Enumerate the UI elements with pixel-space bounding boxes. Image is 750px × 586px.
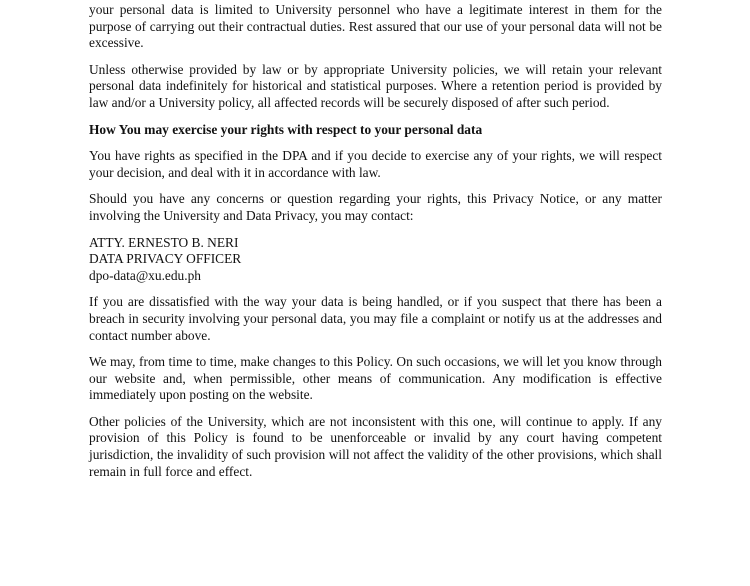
paragraph-data-access: your personal data is limited to University personnel who have a legitimate interest in them for the purpose of carrying out their contractual duties. Rest assured that our use of your personal data will not be excessive. [89, 2, 662, 51]
paragraph-rights: You have rights as specified in the DPA and if you decide to exercise any of your rights, we will respect your decision, and deal with it in accordance with law. [89, 148, 662, 180]
section-heading-rights: How You may exercise your rights with respect to your personal data [89, 121, 483, 137]
paragraph-complaint: If you are dissatisfied with the way your data is being handled, or if you suspect that there has been a breach in security involving your personal data, you may file a complaint or notify us at the addresses and contact number above. [89, 294, 662, 343]
contact-email: dpo-data@xu.edu.ph [89, 267, 201, 283]
contact-block [89, 235, 662, 285]
paragraph-policy-changes: We may, from time to time, make changes to this Policy. On such occasions, we will let you know through our website and, when permissible, other means of communication. Any modification is effective immediately upon posting on the website. [89, 354, 662, 403]
paragraph-contact-intro: Should you have any concerns or question regarding your rights, this Privacy Notice, or any matter involving the University and Data Privacy, you may contact: [89, 191, 662, 223]
paragraph-data-retention: Unless otherwise provided by law or by appropriate University policies, we will retain your relevant personal data indefinitely for historical and statistical purposes. Where a retention period is provided by law and/or a University policy, all affected records will be securely disposed of after such period. [89, 61, 662, 110]
paragraph-other-policies: Other policies of the University, which are not inconsistent with this one, will continue to apply. If any provision of this Policy is found to be unenforceable or invalid by any court having competent jurisdiction, the invalidity of such provision will not affect the validity of the other provisions, which shall remain in full force and effect. [89, 413, 662, 479]
document-page [89, 0, 662, 490]
contact-name: ATTY. ERNESTO B. NERI [89, 234, 239, 250]
contact-title: DATA PRIVACY OFFICER [89, 251, 242, 267]
